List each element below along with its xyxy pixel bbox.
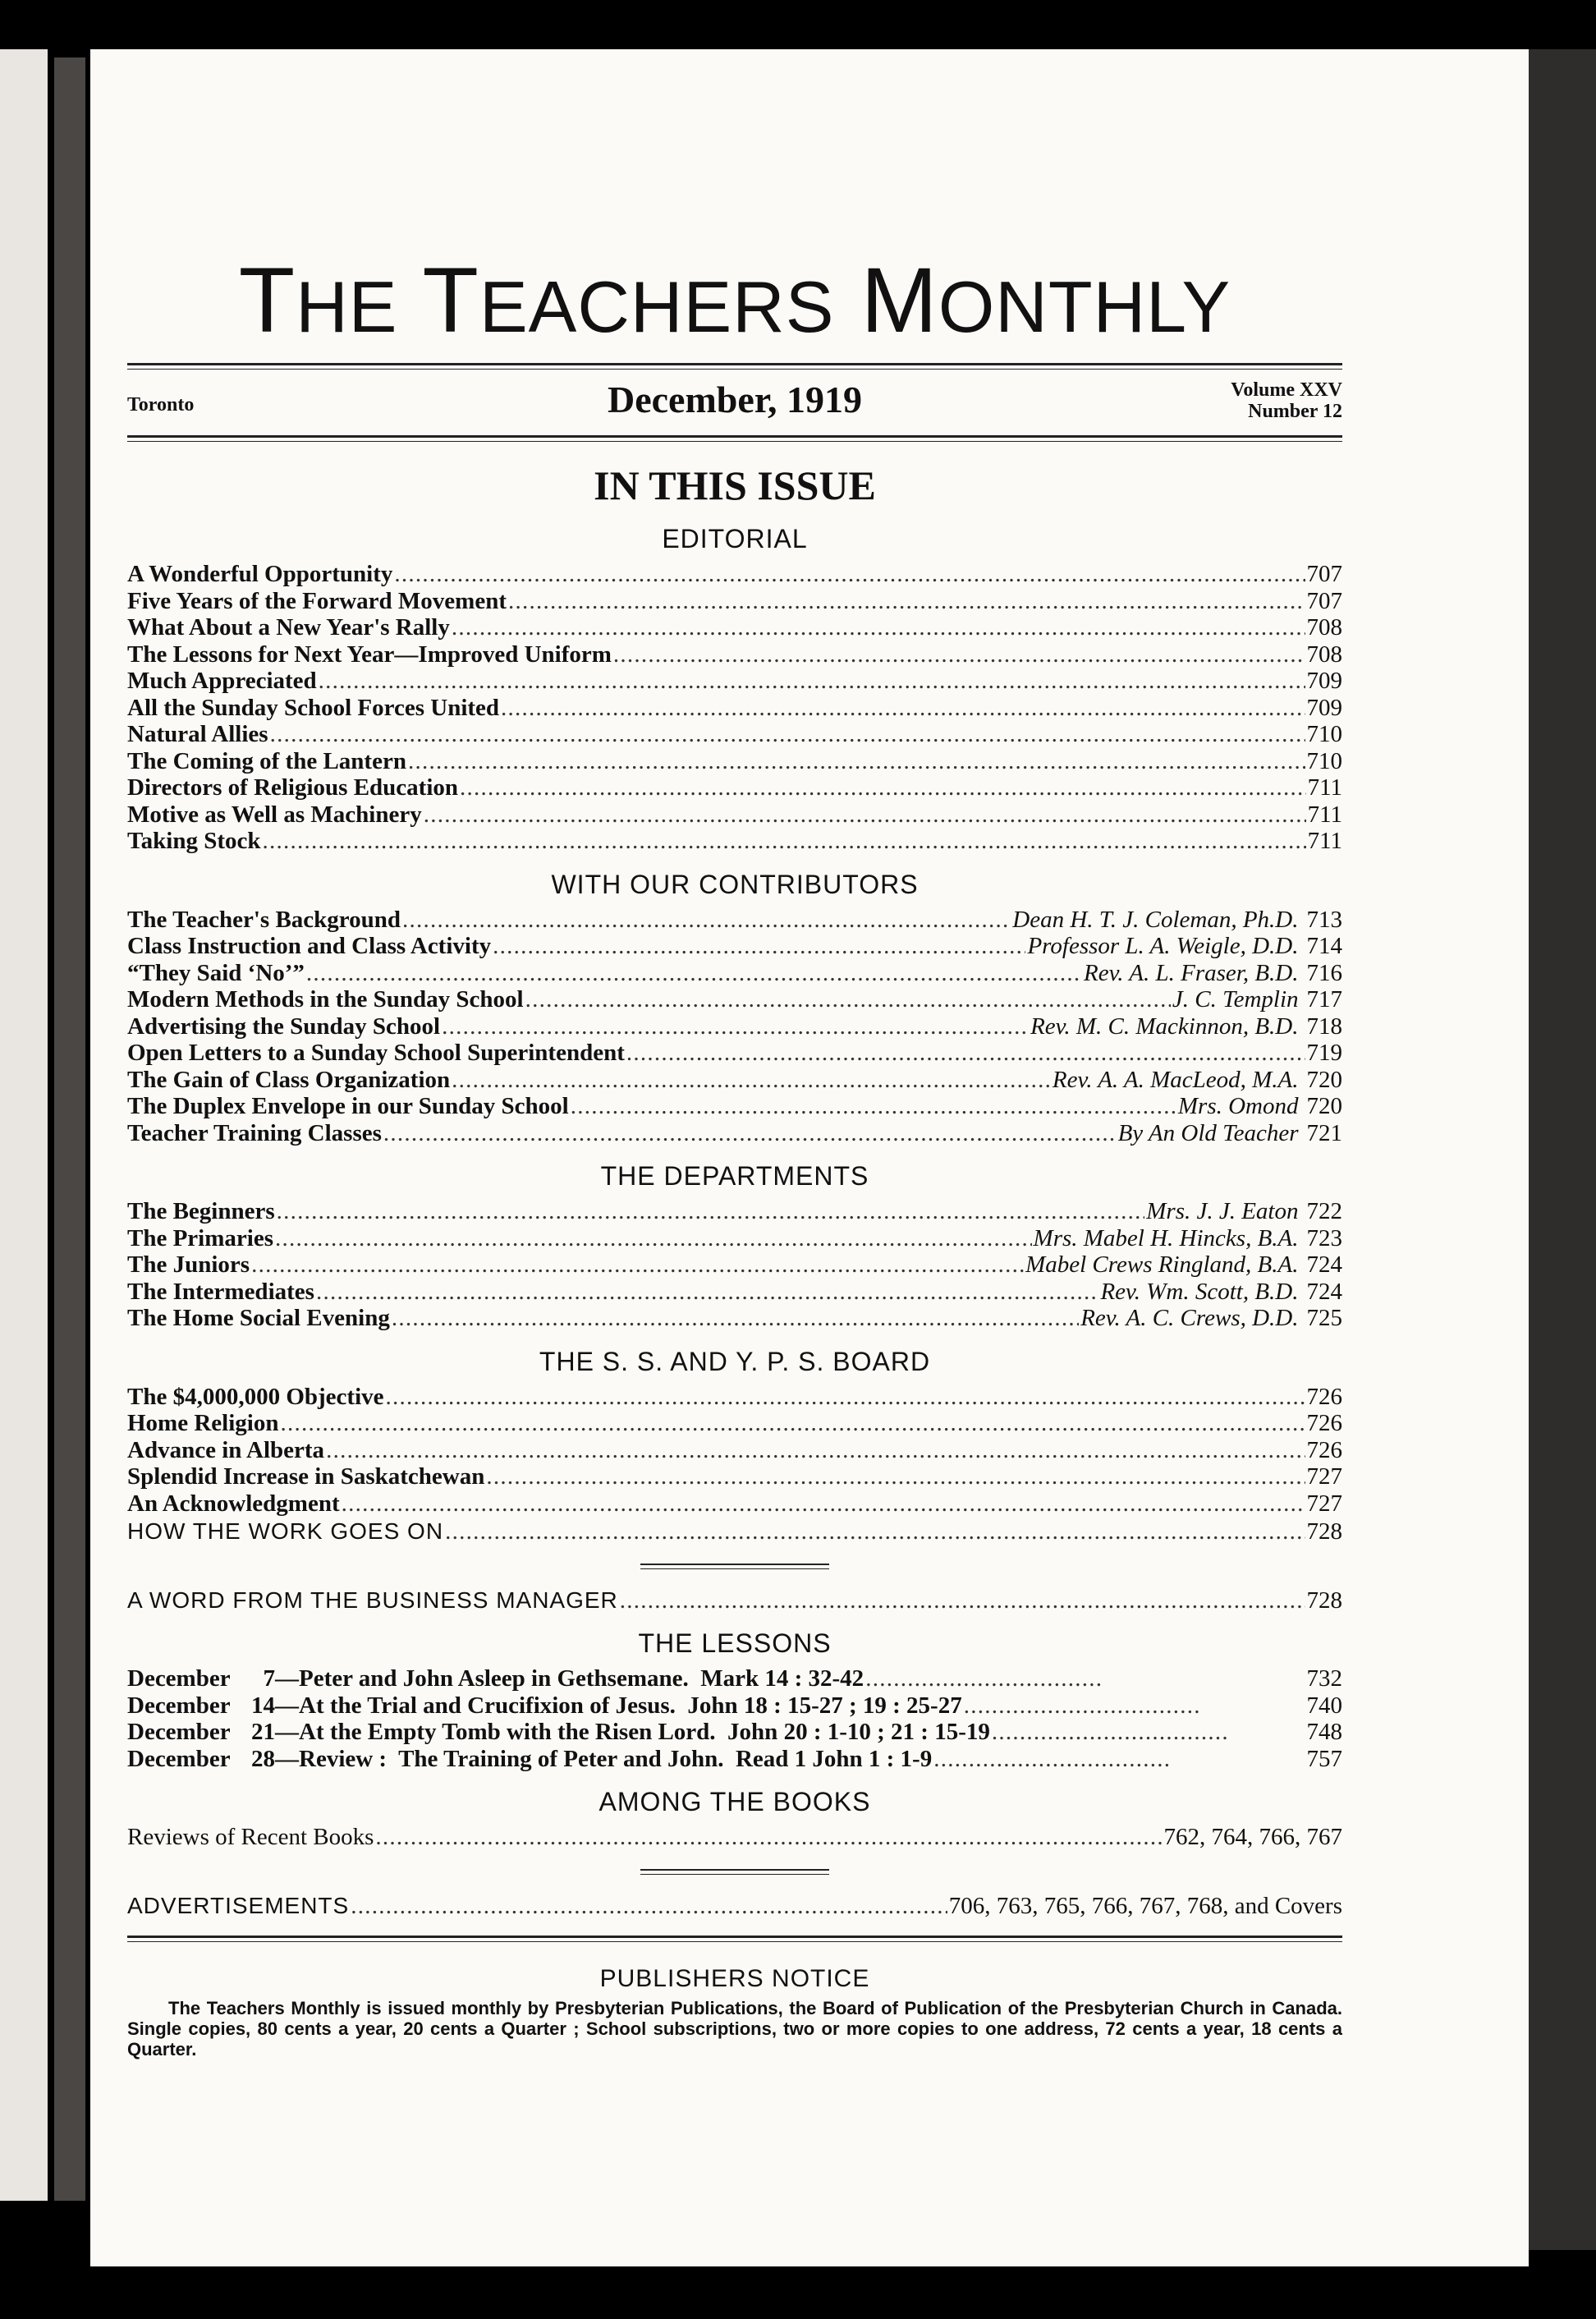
- toc-entry-title: A Wonderful Opportunity: [127, 561, 393, 587]
- contents-sections: [127, 524, 1342, 1517]
- leader-dots: [326, 1437, 1305, 1464]
- title-m: M: [860, 249, 938, 351]
- leader-dots: [251, 1251, 1024, 1279]
- toc-entry: [127, 641, 1342, 668]
- toc-entry-advertisements: [127, 1893, 1342, 1920]
- toc-entry-author: Mrs. J. J. Eaton: [1146, 1198, 1299, 1224]
- toc-entry-page: 711: [1307, 828, 1342, 854]
- toc-entry: [127, 1437, 1342, 1464]
- toc-entry-page: 719: [1306, 1040, 1342, 1066]
- toc-entry-title: Natural Allies: [127, 721, 268, 747]
- masthead: [127, 370, 1342, 435]
- toc-entry: [127, 588, 1342, 615]
- leader-dots: [442, 1013, 1029, 1040]
- toc-entry: [127, 801, 1342, 829]
- toc-entry-title: What About a New Year's Rally: [127, 614, 450, 641]
- issue-date: December, 1919: [608, 379, 862, 420]
- toc-entry-title: Open Letters to a Sunday School Superintendent: [127, 1040, 625, 1066]
- leader-dots: [316, 1279, 1099, 1306]
- toc-entry-title: Modern Methods in the Sunday School: [127, 986, 524, 1013]
- toc-entry-title: Teacher Training Classes: [127, 1119, 382, 1146]
- leader-dots: [486, 1463, 1305, 1490]
- toc-entry: [127, 614, 1342, 641]
- leader-dots: [613, 641, 1305, 668]
- lesson-entry: [127, 1692, 1342, 1720]
- lesson-day: 21: [251, 1719, 275, 1745]
- toc-entry-title: Splendid Increase in Saskatchewan: [127, 1463, 485, 1490]
- toc-entry-page: 724: [1306, 1278, 1342, 1305]
- toc-entry: [127, 1120, 1342, 1147]
- leader-dots: [351, 1893, 947, 1920]
- toc-entry: [127, 1013, 1342, 1040]
- toc-entry: [127, 1251, 1342, 1279]
- leader-dots: [402, 907, 1011, 934]
- section-heading: THE DEPARTMENTS: [600, 1161, 869, 1191]
- lesson-title: —Review : The Training of Peter and John. Read 1 John 1 : 1-9: [275, 1745, 933, 1772]
- toc-entry-page: 713: [1306, 906, 1342, 933]
- leader-dots: [501, 695, 1305, 722]
- lesson-month: December: [127, 1665, 231, 1692]
- toc-entry-page: 722: [1306, 1198, 1342, 1224]
- toc-entry-business-manager: [127, 1587, 1342, 1614]
- toc-entry-title: ADVERTISEMENTS: [127, 1892, 350, 1918]
- toc-entry-page: 720: [1306, 1093, 1342, 1119]
- toc-entry-title: The Coming of the Lantern: [127, 747, 406, 774]
- toc-entry: [127, 774, 1342, 801]
- toc-entry: [127, 748, 1342, 775]
- toc-entry-work-goes-on: [127, 1518, 1342, 1545]
- lessons-list: [127, 1665, 1342, 1772]
- lesson-page: 757: [1306, 1745, 1342, 1772]
- toc-entry: [127, 1490, 1342, 1518]
- lesson-page: 748: [1306, 1719, 1342, 1745]
- leader-dots: [445, 1518, 1305, 1545]
- toc-entry: [127, 828, 1342, 855]
- toc-entry-page: 707: [1306, 561, 1342, 587]
- leader-dots: [383, 1120, 1117, 1147]
- toc-entry-page: 708: [1306, 641, 1342, 668]
- toc-entry-title: A WORD FROM THE BUSINESS MANAGER: [127, 1587, 618, 1613]
- lesson-month: December: [127, 1719, 231, 1745]
- leader-dots: [306, 960, 1082, 987]
- toc-entry: [127, 986, 1342, 1013]
- toc-entry: [127, 1410, 1342, 1437]
- leader-dots: [424, 801, 1306, 829]
- toc-entry: [127, 1067, 1342, 1094]
- leader-dots: [386, 1384, 1305, 1411]
- leader-dots: [392, 1305, 1079, 1332]
- toc-entry-title: Home Religion: [127, 1410, 279, 1436]
- toc-entry-page: 711: [1307, 801, 1342, 828]
- lesson-title: —At the Empty Tomb with the Risen Lord. John 20 : 1-10 ; 21 : 15-19: [275, 1719, 990, 1745]
- page-content: [127, 205, 1342, 2060]
- lesson-day: 14: [251, 1692, 275, 1719]
- toc-entry: [127, 1225, 1342, 1252]
- rule-top: [127, 363, 1342, 370]
- toc-entry-page: 762, 764, 766, 767: [1163, 1824, 1342, 1850]
- toc-entry-page: 724: [1306, 1251, 1342, 1278]
- toc-entry: [127, 933, 1342, 960]
- toc-entry-author: Dean H. T. J. Coleman, Ph.D.: [1012, 906, 1299, 933]
- toc-entry-page: 725: [1306, 1305, 1342, 1331]
- toc-entry-page: 710: [1306, 721, 1342, 747]
- toc-entry-title: Advance in Alberta: [127, 1436, 325, 1463]
- toc-entry: [127, 1279, 1342, 1306]
- leader-dots: [525, 986, 1171, 1013]
- leader-dots: . . . . . . . . . . . . . . . . . . . . . . . . . . . . . . . . . .: [963, 1692, 1198, 1719]
- toc-entry: [127, 1305, 1342, 1332]
- leader-dots: [270, 721, 1305, 748]
- toc-entry-title: HOW THE WORK GOES ON: [127, 1518, 444, 1544]
- toc-entry-page: 727: [1306, 1463, 1342, 1490]
- leader-dots: [263, 828, 1306, 855]
- toc-entry-page: 723: [1306, 1224, 1342, 1251]
- toc-entry-author: Rev. Wm. Scott, B.D.: [1100, 1278, 1299, 1305]
- toc-entry-title: Class Instruction and Class Activity: [127, 933, 492, 959]
- toc-entry-author: Rev. M. C. Mackinnon, B.D.: [1030, 1013, 1299, 1040]
- toc-entry-title: The Beginners: [127, 1198, 275, 1224]
- toc-entry-page: 708: [1306, 614, 1342, 641]
- publishers-notice-body: The Teachers Monthly is issued monthly by Presbyterian Publications, the Board of Publication of the Presbyterian Church in Canada. Single copies, 80 cents a year, 20 cents a Quarter ; School subscriptions, two or more copies to one address, 72 cents a year, 18 cents a Quarter.: [127, 1998, 1342, 2060]
- lesson-day: 28: [251, 1745, 275, 1772]
- toc-entry-title: The Juniors: [127, 1251, 250, 1278]
- journal-title: [127, 249, 1342, 351]
- title-t2: T: [422, 249, 479, 351]
- lesson-day: 7: [263, 1665, 275, 1692]
- title-t: T: [238, 249, 296, 351]
- leader-dots: [277, 1198, 1145, 1225]
- lesson-page: 732: [1306, 1665, 1342, 1692]
- toc-entry-title: Taking Stock: [127, 828, 261, 854]
- toc-entry: [127, 1198, 1342, 1225]
- toc-entry: [127, 695, 1342, 722]
- leader-dots: [493, 933, 1025, 960]
- toc-entry-page: 709: [1306, 694, 1342, 721]
- book-spine-right: [1529, 49, 1596, 2250]
- leader-dots: [394, 561, 1305, 588]
- title-he: HE: [296, 266, 398, 347]
- toc-entry-page: 721: [1306, 1119, 1342, 1146]
- publishers-notice-heading: PUBLISHERS NOTICE: [599, 1965, 870, 1992]
- section-heading: THE S. S. AND Y. P. S. BOARD: [539, 1346, 931, 1376]
- leader-dots: . . . . . . . . . . . . . . . . . . . . . . . . . . . . . . . . . .: [865, 1665, 1099, 1692]
- separator-rule: [640, 1564, 829, 1569]
- toc-entry-title: The $4,000,000 Objective: [127, 1383, 384, 1410]
- toc-entry-page: 707: [1306, 587, 1342, 614]
- toc-entry-page: 709: [1306, 668, 1342, 694]
- toc-entry-title: All the Sunday School Forces United: [127, 694, 500, 721]
- toc-entry-title: The Lessons for Next Year—Improved Uniform: [127, 641, 612, 668]
- number: Number 12: [1248, 401, 1342, 422]
- toc-entry-author: Rev. A. A. MacLeod, M.A.: [1052, 1066, 1299, 1093]
- toc-entry-title: The Gain of Class Organization: [127, 1066, 451, 1093]
- place: Toronto: [127, 394, 195, 416]
- leader-dots: [342, 1490, 1305, 1518]
- leader-dots: [626, 1040, 1305, 1067]
- toc-entry-author: By An Old Teacher: [1117, 1119, 1299, 1146]
- toc-entry-page: 718: [1306, 1013, 1342, 1040]
- rule-masthead-bottom: [127, 435, 1342, 442]
- section-heading: EDITORIAL: [662, 524, 808, 553]
- toc-entry-page: 716: [1306, 959, 1342, 986]
- toc-entry-author: J. C. Templin: [1172, 986, 1299, 1013]
- leader-dots: [571, 1093, 1176, 1120]
- lesson-entry: [127, 1719, 1342, 1746]
- leader-dots: [452, 1067, 1051, 1094]
- toc-entry-title: The Primaries: [127, 1224, 273, 1251]
- toc-entry: [127, 1093, 1342, 1120]
- lesson-month: December: [127, 1692, 231, 1719]
- leader-dots: [408, 748, 1305, 775]
- lesson-title: —Peter and John Asleep in Gethsemane. Mark 14 : 32-42: [275, 1665, 864, 1692]
- book-spine-left: [54, 57, 85, 2201]
- toc-entry-author: Mrs. Mabel H. Hincks, B.A.: [1033, 1224, 1299, 1251]
- toc-entry-author: Mrs. Omond: [1177, 1093, 1299, 1119]
- volume-number: [1231, 379, 1342, 422]
- toc-entry: [127, 1384, 1342, 1411]
- toc-entry-page: 728: [1306, 1587, 1342, 1614]
- toc-entry-title: Five Years of the Forward Movement: [127, 587, 507, 614]
- leader-dots: [319, 668, 1305, 695]
- toc-entry: [127, 907, 1342, 934]
- toc-entry-page: 710: [1306, 747, 1342, 774]
- rule-bottom: [127, 1936, 1342, 1942]
- title-onthly: ONTHLY: [938, 266, 1231, 347]
- section-heading-books: AMONG THE BOOKS: [598, 1787, 871, 1816]
- toc-entry-title: The Teacher's Background: [127, 906, 401, 933]
- toc-entry-author: Rev. A. C. Crews, D.D.: [1080, 1305, 1299, 1331]
- section-heading: WITH OUR CONTRIBUTORS: [551, 869, 919, 899]
- toc-entry-page: 706, 763, 765, 766, 767, 768, and Covers: [948, 1892, 1342, 1919]
- toc-entry: [127, 1040, 1342, 1067]
- section-heading-lessons: THE LESSONS: [638, 1628, 832, 1658]
- lesson-entry: [127, 1746, 1342, 1773]
- lesson-entry: [127, 1665, 1342, 1692]
- toc-entry-title: The Home Social Evening: [127, 1305, 390, 1331]
- toc-entry: [127, 1463, 1342, 1490]
- separator-rule: [640, 1869, 829, 1875]
- toc-entry: [127, 960, 1342, 987]
- toc-entry-title: Motive as Well as Machinery: [127, 801, 422, 828]
- toc-entry: [127, 561, 1342, 588]
- toc-entry-author: Rev. A. L. Fraser, B.D.: [1083, 959, 1299, 986]
- toc-entry-author: Professor L. A. Weigle, D.D.: [1027, 933, 1299, 959]
- title-eachers: EACHERS: [479, 266, 835, 347]
- toc-entry-author: Mabel Crews Ringland, B.A.: [1025, 1251, 1299, 1278]
- toc-entry-title: Advertising the Sunday School: [127, 1013, 441, 1040]
- issue-heading: IN THIS ISSUE: [594, 462, 876, 508]
- toc-entry-page: 714: [1306, 933, 1342, 959]
- toc-entry-page: 727: [1306, 1490, 1342, 1517]
- toc-entry-books: [127, 1824, 1342, 1851]
- volume: Volume XXV: [1231, 379, 1342, 401]
- leader-dots: . . . . . . . . . . . . . . . . . . . . . . . . . . . . . . . . . .: [991, 1719, 1226, 1745]
- toc-entry-title: Much Appreciated: [127, 668, 317, 694]
- leader-dots: [508, 588, 1305, 615]
- toc-entry: [127, 668, 1342, 695]
- lesson-page: 740: [1306, 1692, 1342, 1719]
- leader-dots: . . . . . . . . . . . . . . . . . . . . . . . . . . . . . . . . . .: [933, 1745, 1167, 1772]
- leader-dots: [620, 1587, 1305, 1614]
- toc-entry-page: 728: [1306, 1518, 1342, 1545]
- toc-entry-page: 720: [1306, 1066, 1342, 1093]
- publishers-notice-text: [127, 1998, 1342, 2060]
- lesson-month: December: [127, 1745, 231, 1772]
- toc-entry-page: 726: [1306, 1383, 1342, 1410]
- leader-dots: [460, 774, 1306, 801]
- toc-entry-page: 717: [1306, 986, 1342, 1013]
- toc-entry-page: 726: [1306, 1410, 1342, 1436]
- leader-dots: [275, 1225, 1032, 1252]
- toc-entry-title: The Duplex Envelope in our Sunday School: [127, 1093, 569, 1119]
- leader-dots: [452, 614, 1305, 641]
- toc-entry: [127, 721, 1342, 748]
- leader-dots: [280, 1410, 1305, 1437]
- toc-entry-title: Reviews of Recent Books: [127, 1824, 374, 1850]
- leader-dots: [375, 1824, 1162, 1851]
- toc-entry-title: The Intermediates: [127, 1278, 314, 1305]
- toc-entry-title: Directors of Religious Education: [127, 774, 459, 801]
- adjacent-page-edge: [0, 49, 48, 2201]
- toc-entry-page: 711: [1307, 774, 1342, 801]
- lesson-title: —At the Trial and Crucifixion of Jesus. John 18 : 15-27 ; 19 : 25-27: [275, 1692, 962, 1719]
- toc-entry-page: 726: [1306, 1436, 1342, 1463]
- toc-entry-title: An Acknowledgment: [127, 1490, 340, 1517]
- toc-entry-title: “They Said ‘No’”: [127, 959, 305, 986]
